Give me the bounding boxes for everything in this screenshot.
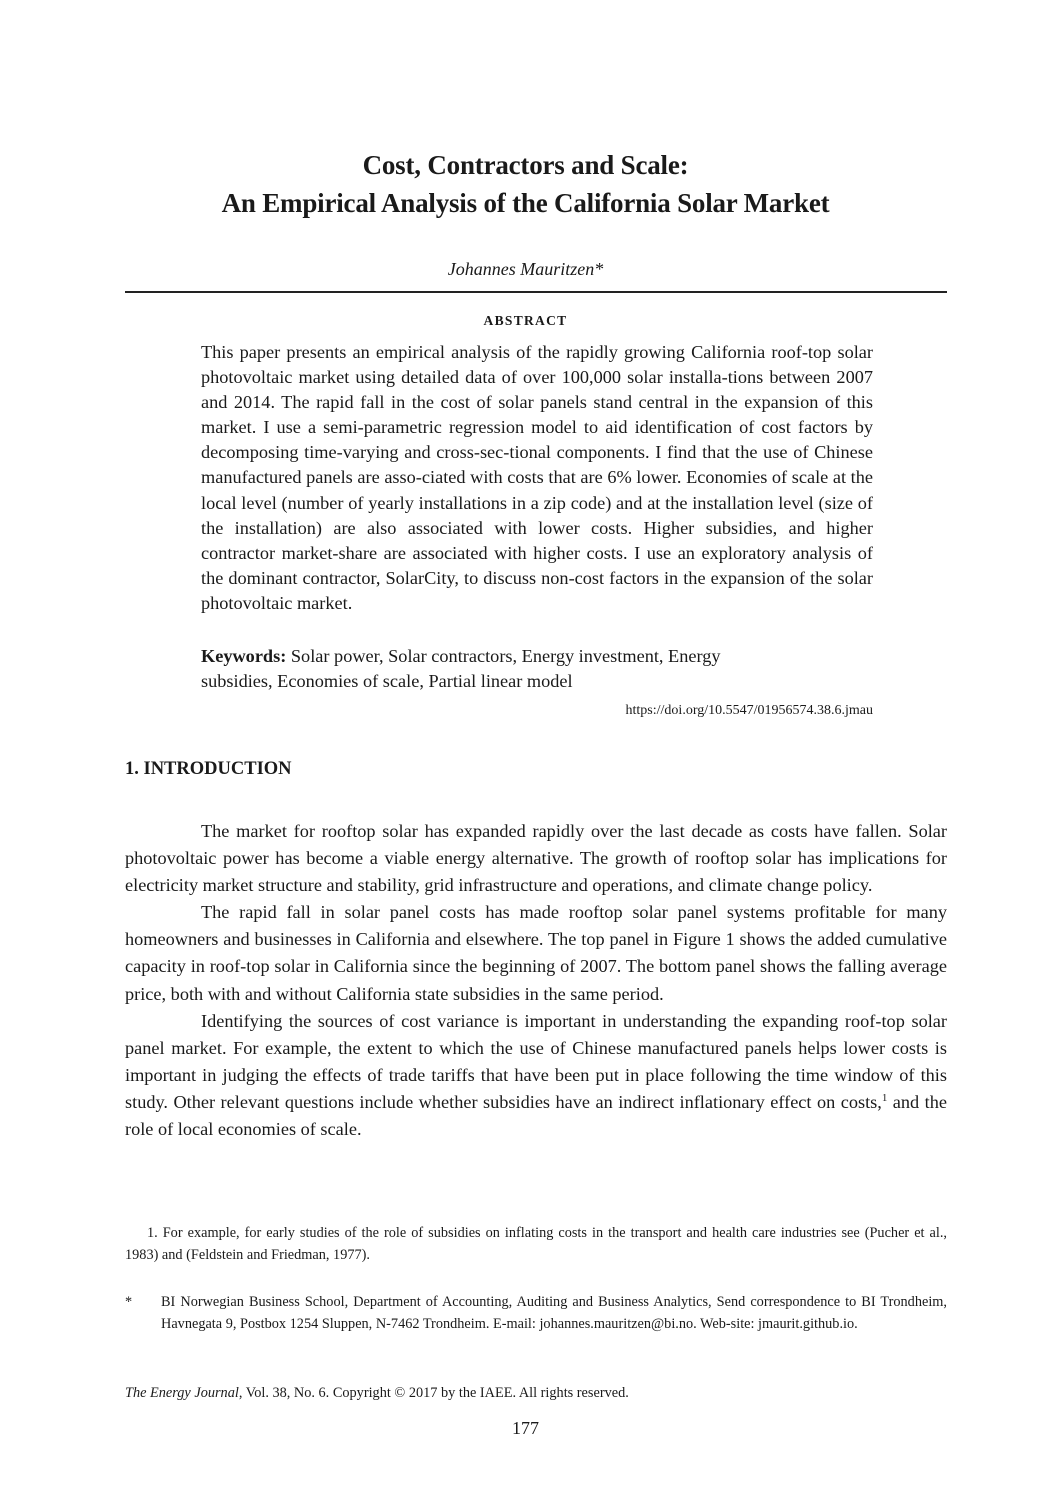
page-number: 177 bbox=[512, 1418, 539, 1438]
author-name: Johannes Mauritzen* bbox=[447, 259, 604, 279]
title-line-2: An Empirical Analysis of the California Solar Market bbox=[221, 188, 830, 218]
title-line-1: Cost, Contractors and Scale: bbox=[362, 150, 689, 180]
paragraph-3 bbox=[125, 1008, 947, 1143]
footnote-ref[interactable]: 1 bbox=[881, 1091, 888, 1104]
journal-citation bbox=[125, 1383, 629, 1403]
affiliation-mark: * bbox=[125, 1294, 133, 1310]
abstract-heading: ABSTRACT bbox=[483, 313, 568, 328]
footnote-1: 1. For example, for early studies of the role of subsidies on inflating costs in the transport and health care industries see (Pucher et al., 1983) and (Feldstein and Friedman, 1977). bbox=[125, 1225, 947, 1263]
paragraph-2: The rapid fall in solar panel costs has made rooftop solar panel systems profitable for many homeowners and businesses in California and elsewhere. The top panel in Figure 1 shows the added cumulative capacity in roof-top solar in California since the beginning of 2007. The bottom panel shows the falling average price, both with and without California state subsidies in the same period. bbox=[125, 902, 947, 1004]
keywords-label: Keywords: bbox=[201, 646, 287, 666]
keywords bbox=[201, 644, 873, 694]
abstract-text: This paper presents an empirical analysis of the rapidly growing California roof-top solar photovoltaic market using detailed data of over 100,000 solar installa-tions between 2007 and 2014. The rapid fall in the cost of solar panels stand central in the expansion of this market. I use a semi-parametric regression model to aid identification of cost factors by decomposing time-varying and cross-sec-tional components. I find that the use of Chinese manufactured panels are asso-ciated with costs that are 6% lower. Economies of scale at the local level (number of yearly installations in a zip code) and at the installation level (size of the installation) are also associated with lower costs. Higher subsidies, and higher contractor market-share are associated with higher costs. I use an exploratory analysis of the dominant contractor, SolarCity, to discuss non-cost factors in the expansion of the solar photovoltaic market. bbox=[201, 342, 873, 613]
keywords-line-1: Solar power, Solar contractors, Energy investment, Energy bbox=[290, 646, 721, 666]
paragraph-3-text: Identifying the sources of cost variance is important in understanding the expanding roof-top solar panel market. For example, the extent to which the use of Chinese manufactured panels helps lower costs is important in judging the effects of trade tariffs that have been put in place following the time window of this study. Other relevant questions include whether subsidies have an indirect inflationary effect on costs, bbox=[125, 1010, 947, 1112]
paragraph-1: The market for rooftop solar has expanded rapidly over the last decade as costs have fallen. Solar photovoltaic power has become a viable energy alternative. The growth of rooftop solar has implications for electricity market structure and stability, grid infrastructure and operations, and climate change policy. bbox=[125, 821, 947, 896]
section-heading: 1. INTRODUCTION bbox=[125, 759, 292, 779]
doi-link[interactable]: https://doi.org/10.5547/01956574.38.6.jmau bbox=[625, 703, 873, 718]
affiliation-text: BI Norwegian Business School, Department of Accounting, Auditing and Business Analytics, Send correspondence to BI Trondheim, Havnegata 9, Postbox 1254 Sluppen, N-7462 Trondheim. E-mail: johannes.mauritzen@bi.no. Web-site: jmaurit.github.io. bbox=[161, 1294, 947, 1332]
journal-copyright: , Vol. 38, No. 6. Copyright © 2017 by the IAEE. All rights reserved. bbox=[238, 1385, 629, 1401]
keywords-line-2: subsidies, Economies of scale, Partial linear model bbox=[201, 671, 573, 692]
paragraph-3-end: and the role of local economies of scale. bbox=[125, 1091, 947, 1140]
journal-name: The Energy Journal bbox=[125, 1385, 239, 1401]
header-rule bbox=[125, 291, 947, 293]
paper-title bbox=[0, 146, 1051, 222]
introduction-body bbox=[125, 818, 947, 1143]
